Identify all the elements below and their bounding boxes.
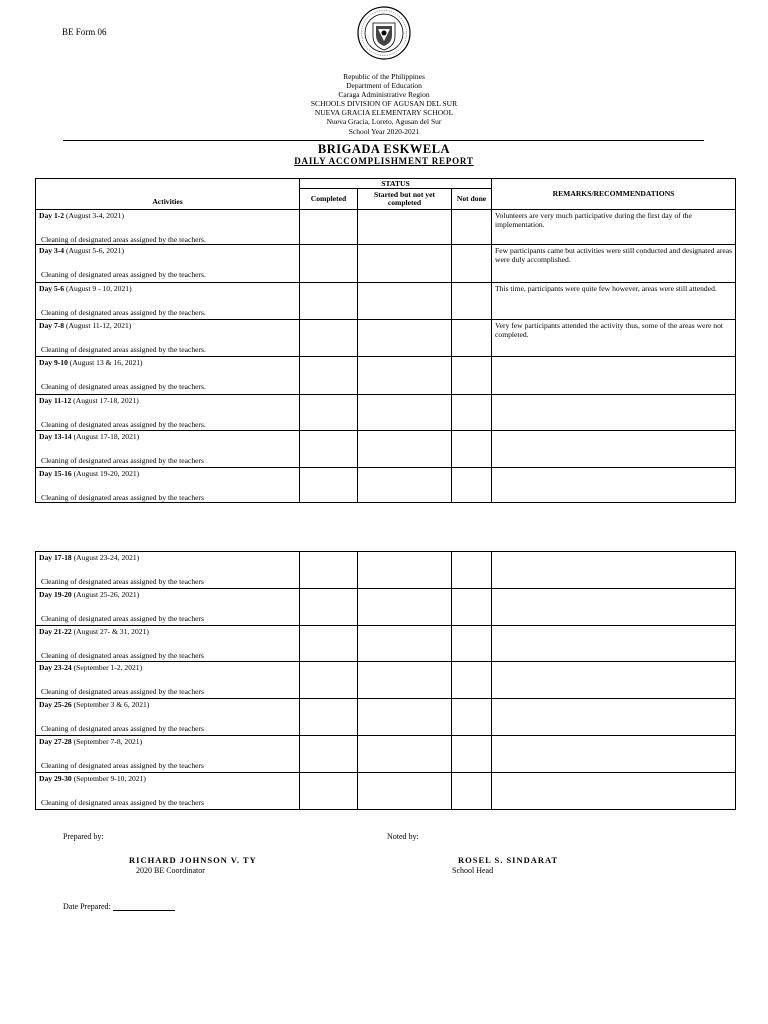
activity-day: Day 21-22 xyxy=(39,627,72,636)
activity-description: Cleaning of designated areas assigned by the teachers xyxy=(41,687,204,696)
table-row xyxy=(36,320,736,357)
activity-description: Cleaning of designated areas assigned by the teachers. xyxy=(41,420,206,429)
status-started-cell[interactable] xyxy=(358,210,452,245)
activity-description: Cleaning of designated areas assigned by the teachers xyxy=(41,798,204,807)
activity-cell xyxy=(36,773,300,810)
activity-day-line xyxy=(39,246,299,255)
activity-date: (August 17-18, 2021) xyxy=(71,396,139,405)
report-subtitle: DAILY ACCOMPLISHMENT REPORT xyxy=(294,156,474,166)
activity-day-line xyxy=(39,553,299,562)
activity-day: Day 7-8 xyxy=(39,321,65,330)
status-not-done-cell[interactable] xyxy=(452,773,492,810)
remarks-cell xyxy=(492,662,736,699)
status-started-cell[interactable] xyxy=(358,431,452,468)
activity-cell xyxy=(36,395,300,431)
activity-date: (August 17-18, 2021) xyxy=(71,432,140,441)
remarks-cell xyxy=(492,699,736,736)
status-completed-cell[interactable] xyxy=(300,552,358,589)
status-not-done-cell[interactable] xyxy=(452,245,492,283)
status-completed-cell[interactable] xyxy=(300,662,358,699)
status-completed-cell[interactable] xyxy=(300,773,358,810)
status-started-cell[interactable] xyxy=(358,736,452,773)
remarks-cell xyxy=(492,736,736,773)
status-completed-cell[interactable] xyxy=(300,210,358,245)
report-table-page1 xyxy=(35,178,736,503)
activity-date: (August 13 & 16, 2021) xyxy=(67,358,143,367)
status-not-done-cell[interactable] xyxy=(452,431,492,468)
activity-date: (August 27- & 31, 2021) xyxy=(71,627,149,636)
activity-cell xyxy=(36,320,300,357)
activity-cell xyxy=(36,552,300,589)
activity-day-line xyxy=(39,737,299,746)
status-not-done-cell[interactable] xyxy=(452,662,492,699)
activity-description: Cleaning of designated areas assigned by the teachers. xyxy=(41,382,206,391)
remarks-cell xyxy=(492,395,736,431)
status-completed-cell[interactable] xyxy=(300,395,358,431)
activity-date: (September 7-8, 2021) xyxy=(71,737,143,746)
report-title: BRIGADA ESKWELA xyxy=(317,142,451,156)
activity-day: Day 25-26 xyxy=(39,700,72,709)
activity-day-line xyxy=(39,321,299,330)
status-started-cell[interactable] xyxy=(358,699,452,736)
status-not-done-cell[interactable] xyxy=(452,357,492,395)
status-not-done-cell[interactable] xyxy=(452,395,492,431)
remarks-cell: This time, participants were quite few however, areas were still attended. xyxy=(492,283,736,320)
activity-cell xyxy=(36,736,300,773)
activity-date: (August 25-26, 2021) xyxy=(71,590,140,599)
table-row xyxy=(36,773,736,810)
status-not-done-cell[interactable] xyxy=(452,626,492,662)
status-started-cell[interactable] xyxy=(358,773,452,810)
status-started-cell[interactable] xyxy=(358,357,452,395)
activity-day: Day 17-18 xyxy=(39,553,72,562)
activity-day: Day 13-14 xyxy=(39,432,72,441)
header-division: SCHOOLS DIVISION OF AGUSAN DEL SUR xyxy=(310,99,458,108)
date-prepared-field[interactable] xyxy=(113,902,175,911)
header-divider xyxy=(63,140,704,141)
activity-day-line xyxy=(39,358,299,367)
activity-day-line xyxy=(39,700,299,709)
table-row xyxy=(36,626,736,662)
activity-cell xyxy=(36,662,300,699)
status-completed-cell[interactable] xyxy=(300,736,358,773)
header-address: Nueva Gracia, Loreto, Agusan del Sur xyxy=(326,117,442,126)
noted-by-name: ROSEL S. SINDARAT xyxy=(458,855,559,865)
activity-cell xyxy=(36,245,300,283)
table-row xyxy=(36,662,736,699)
date-prepared-label: Date Prepared: xyxy=(63,902,111,911)
activity-date: (September 1-2, 2021) xyxy=(71,663,143,672)
col-started: Started but not yet completed xyxy=(358,189,452,210)
report-table-page2 xyxy=(35,551,736,810)
status-started-cell[interactable] xyxy=(358,662,452,699)
remarks-cell: Volunteers are very much participative during the first day of the implementation. xyxy=(492,210,736,245)
activity-day: Day 27-28 xyxy=(39,737,72,746)
activity-description: Cleaning of designated areas assigned by the teachers. xyxy=(41,270,206,279)
activity-date: (August 5-6, 2021) xyxy=(64,246,125,255)
table-row xyxy=(36,395,736,431)
prepared-by-role: 2020 BE Coordinator xyxy=(136,866,205,875)
activity-day: Day 29-30 xyxy=(39,774,72,783)
table-row xyxy=(36,736,736,773)
remarks-cell xyxy=(492,552,736,589)
status-completed-cell[interactable] xyxy=(300,431,358,468)
remarks-cell xyxy=(492,773,736,810)
table-row xyxy=(36,552,736,589)
activity-cell xyxy=(36,626,300,662)
col-completed: Completed xyxy=(300,189,358,210)
status-completed-cell[interactable] xyxy=(300,320,358,357)
activity-date: (August 11-12, 2021) xyxy=(64,321,132,330)
noted-by-label: Noted by: xyxy=(387,832,419,841)
activity-day: Day 19-20 xyxy=(39,590,72,599)
header-school: NUEVA GRACIA ELEMENTARY SCHOOL xyxy=(314,108,454,117)
col-remarks: REMARKS/RECOMMENDATIONS xyxy=(492,179,736,210)
activity-day-line xyxy=(39,627,299,636)
activity-description: Cleaning of designated areas assigned by the teachers xyxy=(41,493,204,502)
activity-date: (August 9 - 10, 2021) xyxy=(64,284,132,293)
activity-cell xyxy=(36,357,300,395)
table-row xyxy=(36,589,736,626)
status-started-cell[interactable] xyxy=(358,320,452,357)
activity-date: (August 19-20, 2021) xyxy=(71,469,140,478)
activity-description: Cleaning of designated areas assigned by the teachers xyxy=(41,577,204,586)
deped-seal-icon xyxy=(356,5,412,71)
activity-day: Day 15-16 xyxy=(39,469,72,478)
table-row xyxy=(36,283,736,320)
status-started-cell[interactable] xyxy=(358,283,452,320)
activity-day: Day 3-4 xyxy=(39,246,65,255)
activity-cell xyxy=(36,589,300,626)
activity-day-line xyxy=(39,396,299,405)
form-number: BE Form 06 xyxy=(62,27,107,37)
activity-day-line xyxy=(39,774,299,783)
table-row xyxy=(36,699,736,736)
activity-day-line xyxy=(39,211,299,220)
status-completed-cell[interactable] xyxy=(300,245,358,283)
status-completed-cell[interactable] xyxy=(300,357,358,395)
remarks-cell: Very few participants attended the activity thus, some of the areas were not completed. xyxy=(492,320,736,357)
activity-date: (September 9-10, 2021) xyxy=(71,774,146,783)
status-started-cell[interactable] xyxy=(358,468,452,503)
activity-day-line xyxy=(39,469,299,478)
status-completed-cell[interactable] xyxy=(300,699,358,736)
table-row xyxy=(36,245,736,283)
activity-date: (September 3 & 6, 2021) xyxy=(71,700,150,709)
header-department: Department of Education xyxy=(346,81,422,90)
remarks-cell xyxy=(492,357,736,395)
date-prepared xyxy=(63,902,175,911)
activity-description: Cleaning of designated areas assigned by the teachers xyxy=(41,456,204,465)
table-row xyxy=(36,468,736,503)
status-not-done-cell[interactable] xyxy=(452,283,492,320)
activity-description: Cleaning of designated areas assigned by the teachers xyxy=(41,724,204,733)
header-republic: Republic of the Philippines xyxy=(343,72,425,81)
activity-date: (August 3-4, 2021) xyxy=(64,211,125,220)
status-not-done-cell[interactable] xyxy=(452,320,492,357)
activity-description: Cleaning of designated areas assigned by the teachers xyxy=(41,614,204,623)
activity-cell xyxy=(36,468,300,503)
status-not-done-cell[interactable] xyxy=(452,699,492,736)
header-region: Caraga Administrative Region xyxy=(338,90,430,99)
activity-day: Day 23-24 xyxy=(39,663,72,672)
activity-cell xyxy=(36,283,300,320)
col-activities: Activities xyxy=(36,179,300,210)
activity-day-line xyxy=(39,590,299,599)
remarks-cell xyxy=(492,626,736,662)
remarks-cell xyxy=(492,431,736,468)
prepared-by-name: RICHARD JOHNSON V. TY xyxy=(129,855,257,865)
col-not-done: Not done xyxy=(452,189,492,210)
activity-description: Cleaning of designated areas assigned by the teachers. xyxy=(41,308,206,317)
remarks-cell xyxy=(492,468,736,503)
table-row xyxy=(36,431,736,468)
activity-day: Day 5-6 xyxy=(39,284,65,293)
status-not-done-cell[interactable] xyxy=(452,589,492,626)
status-completed-cell[interactable] xyxy=(300,468,358,503)
activity-description: Cleaning of designated areas assigned by the teachers xyxy=(41,761,204,770)
activity-day-line xyxy=(39,663,299,672)
remarks-cell: Few participants came but activities were still conducted and designated areas were duly accomplished. xyxy=(492,245,736,283)
activity-cell xyxy=(36,210,300,245)
status-completed-cell[interactable] xyxy=(300,626,358,662)
status-started-cell[interactable] xyxy=(358,245,452,283)
status-completed-cell[interactable] xyxy=(300,283,358,320)
activity-day-line xyxy=(39,284,299,293)
table-row xyxy=(36,210,736,245)
table-row xyxy=(36,357,736,395)
col-status: STATUS xyxy=(300,179,492,189)
status-started-cell[interactable] xyxy=(358,552,452,589)
status-started-cell[interactable] xyxy=(358,626,452,662)
remarks-cell xyxy=(492,589,736,626)
activity-date: (August 23-24, 2021) xyxy=(71,553,140,562)
header-school-year: School Year 2020-2021 xyxy=(348,127,420,136)
noted-by-role: School Head xyxy=(452,866,494,875)
status-not-done-cell[interactable] xyxy=(452,468,492,503)
status-not-done-cell[interactable] xyxy=(452,552,492,589)
activity-day: Day 9-10 xyxy=(39,358,68,367)
activity-cell xyxy=(36,699,300,736)
activity-day-line xyxy=(39,432,299,441)
activity-cell xyxy=(36,431,300,468)
status-not-done-cell[interactable] xyxy=(452,210,492,245)
status-started-cell[interactable] xyxy=(358,395,452,431)
status-completed-cell[interactable] xyxy=(300,589,358,626)
activity-description: Cleaning of designated areas assigned by the teachers. xyxy=(41,345,206,354)
status-started-cell[interactable] xyxy=(358,589,452,626)
status-not-done-cell[interactable] xyxy=(452,736,492,773)
activity-description: Cleaning of designated areas assigned by the teachers xyxy=(41,651,204,660)
activity-description: Cleaning of designated areas assigned by the teachers. xyxy=(41,235,206,244)
prepared-by-label: Prepared by: xyxy=(63,832,104,841)
activity-day: Day 11-12 xyxy=(39,396,72,405)
activity-day: Day 1-2 xyxy=(39,211,65,220)
